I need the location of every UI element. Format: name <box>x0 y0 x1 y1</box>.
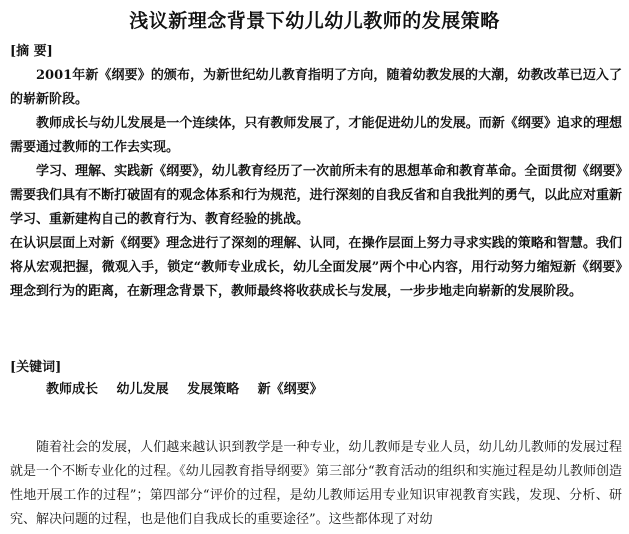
abstract-label: [摘 要] <box>10 44 53 59</box>
keywords-label: [关键词] <box>10 360 62 375</box>
body-paragraph: 随着社会的发展，人们越来越认识到教学是一种专业，幼儿教师是专业人员，幼儿幼儿教师的发展过程就是一个不断专业化的过程。《幼儿园教育指导纲要》第三部分“教育活动的组织和实施过程是幼儿教师创造性地开展工作的过程”；第四部分“评价的过程，是幼儿教师运用专业知识审视教育实践，发现、分析、研究、解决问题的过程，也是他们自我成长的重要途径”。这些都体现了对幼 <box>10 440 622 527</box>
keyword-item: 发展策略 <box>187 382 240 397</box>
keywords-list <box>46 378 337 397</box>
abstract-paragraph-2: 教师成长与幼儿发展是一个连续体，只有教师发展了，才能促进幼儿的发展。而新《纲要》追求的理想需要通过教师的工作去实现。 <box>10 116 622 155</box>
abstract-paragraph-1: 2001年新《纲要》的颁布，为新世纪幼儿教育指明了方向，随着幼教发展的大潮，幼教改革已迈入了的崭新阶段。 <box>10 68 622 107</box>
keyword-item: 幼儿发展 <box>116 382 169 397</box>
keyword-item: 教师成长 <box>46 382 99 397</box>
document-title: 浅议新理念背景下幼儿幼儿教师的发展策略 <box>129 10 500 32</box>
abstract-section <box>10 64 622 304</box>
keyword-item: 新《纲要》 <box>257 382 323 397</box>
abstract-paragraph-4: 在认识层面上对新《纲要》理念进行了深刻的理解、认同，在操作层面上努力寻求实践的策略和智慧。我们将从宏观把握，微观入手，锁定“教师专业成长，幼儿全面发展”两个中心内容，用行动努力缩短新《纲要》理念到行为的距离，在新理念背景下，教师最终将收获成长与发展，一步步地走向崭新的发展阶段。 <box>10 236 622 299</box>
abstract-paragraph-3: 学习、理解、实践新《纲要》，幼儿教育经历了一次前所未有的思想革命和教育革命。全面贯彻《纲要》需要我们具有不断打破固有的观念体系和行为规范，进行深刻的自我反省和自我批判的勇气，以此应对重新学习、重新建构自己的教育行为、教育经验的挑战。 <box>10 164 622 227</box>
